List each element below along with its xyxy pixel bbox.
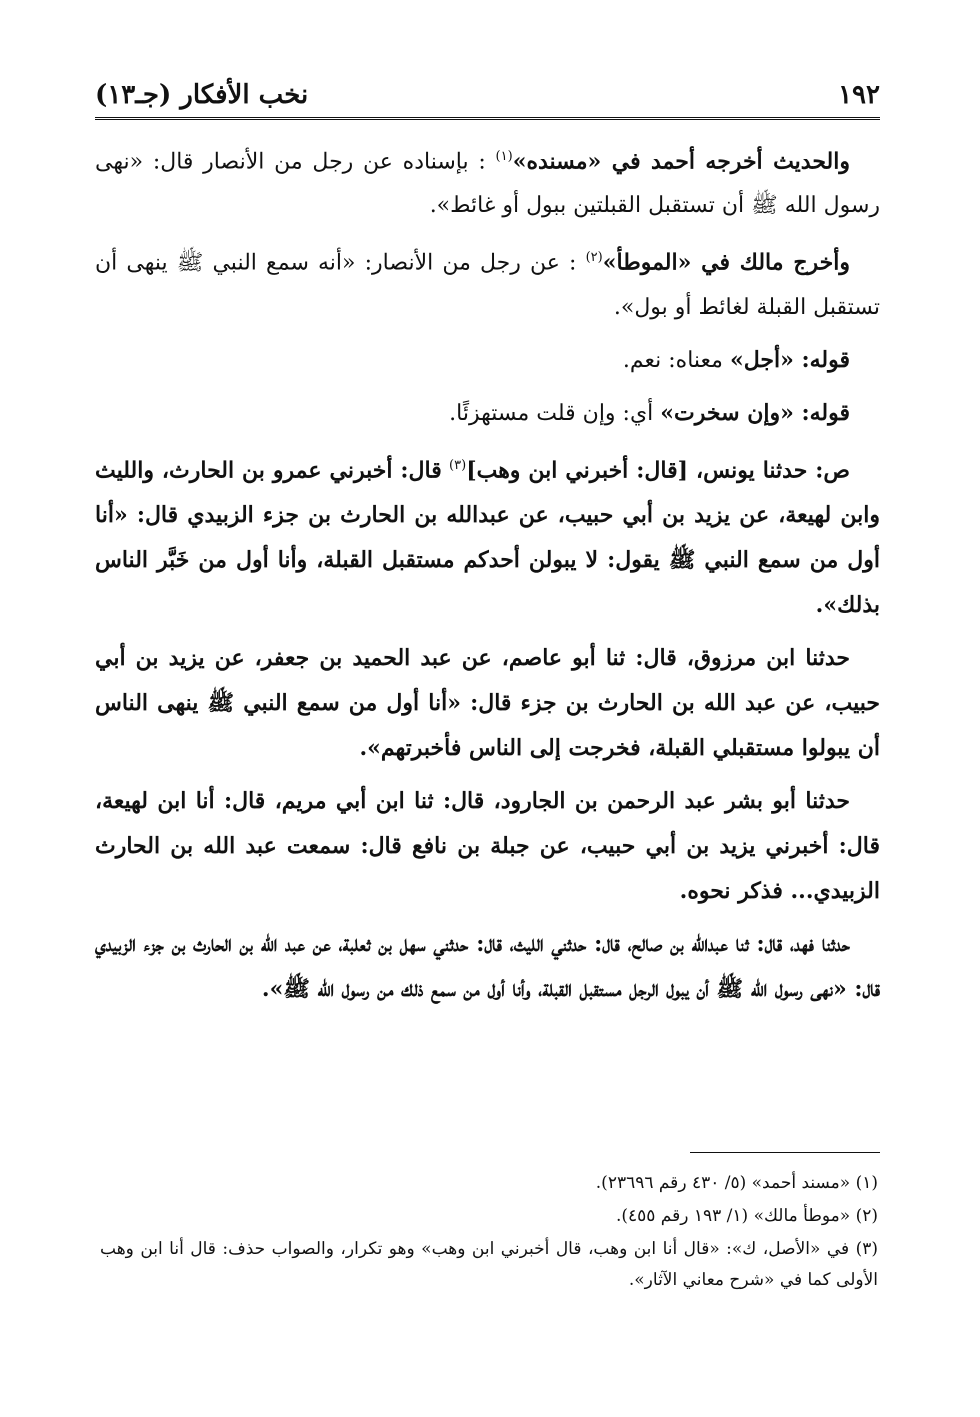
footnote-ref-1: (١) — [495, 149, 513, 164]
footnote-2: (٢) «موطأ مالك» (١/ ١٩٣ رقم ٤٥٥). — [615, 1206, 878, 1226]
paragraph-4 — [95, 391, 880, 436]
paragraph-3 — [95, 338, 880, 383]
paragraph-1-text: : بإسناده عن رجل من الأنصار قال: «نهى رسول الله ﷺ أن تستقبل القبلتين ببول أو غائط». — [95, 149, 880, 219]
paragraph-8-text: حدثنا فهد، قال: ثنا عبدالله بن صالح، قال: حدثني الليث، قال: حدثني سهل بن ثعلبة، عن عبد الله بن الحارث بن جزء الزبيدي قال: «نهى رسول الله ﷺ أن يبول الرجل مستقبل القبلة، وأنا أول من سمع ذلك من رسول الله ﷺ». — [95, 930, 880, 1002]
paragraph-3-text: معناه: نعم. — [622, 347, 723, 373]
paragraph-5-text: قال: أخبرني عمرو بن الحارث، والليث وابن لهيعة، عن يزيد بن أبي حبيب، عن عبدالله بن الحارث بن جزء الزبيدي قال: «أنا أول من سمع النبي ﷺ يقول: لا يبولن أحدكم مستقبل القبلة، وأنا أول من خَبَّر الناس بذلك». — [95, 456, 881, 618]
paragraph-4-text: أي: وإن قلت مستهزئًا. — [449, 400, 654, 426]
paragraph-1-lead: والحديث أخرجه أحمد في «مسنده» — [512, 148, 850, 175]
paragraph-7-text: حدثنا أبو بشر عبد الرحمن بن الجارود، قال: ثنا ابن أبي مريم، قال: أنا ابن لهيعة، قال: أخبرني يزيد بن أبي حبيب، عن جبلة بن نافع قال: سمعت عبد الله بن الحارث الزبيدي... فذكر نحوه. — [95, 787, 880, 904]
running-title: نخب الأفكار (جـ١٣) — [95, 80, 309, 110]
header-divider — [95, 117, 880, 120]
paragraph-2 — [95, 236, 880, 329]
paragraph-1 — [95, 135, 880, 228]
footnote-ref-3: (٣) — [449, 457, 467, 473]
paragraph-5-lead: ص: حدثنا يونس، [قال: أخبرني ابن وهب] — [466, 456, 851, 483]
paragraph-7 — [95, 779, 880, 914]
footnote-divider — [690, 1152, 880, 1153]
paragraph-4-lead: قوله: «وإن سخرت» — [660, 399, 850, 426]
paragraph-6 — [95, 636, 880, 771]
footnote-3: (٣) في «الأصل، ك»: «قال أنا ابن وهب، قال أخبرني ابن وهب» وهو تكرار، والصواب حذف: قال أنا ابن وهب الأولى كما في «شرح معاني الآثار». — [100, 1239, 878, 1290]
paragraph-5 — [95, 444, 880, 628]
paragraph-3-lead: قوله: «أجل» — [729, 346, 850, 373]
footnote-ref-2: (٢) — [585, 250, 603, 266]
main-text — [95, 135, 880, 1020]
paragraph-2-lead: وأخرج مالك في «الموطأ» — [602, 249, 850, 276]
paragraph-6-text: حدثنا ابن مرزوق، قال: ثنا أبو عاصم، عن عبد الحميد بن جعفر، عن يزيد بن أبي حبيب، عن عبد الله بن الحارث بن جزء قال: «أنا أول من سمع النبي ﷺ ينهى الناس أن يبولوا مستقبلي القبلة، فخرجت إلى الناس فأخبرتهم». — [95, 644, 880, 761]
paragraph-2-text: : عن رجل من الأنصار: «أنه سمع النبي ﷺ ينهى أن تستقبل القبلة لغائط أو بول». — [95, 250, 880, 320]
page-header — [95, 66, 880, 110]
paragraph-8 — [95, 922, 880, 1012]
footnote-1: (١) «مسند أحمد» (٥/ ٤٣٠ رقم ٢٣٦٩٦). — [595, 1173, 878, 1193]
footnotes — [100, 1168, 878, 1298]
page-number: ١٩٢ — [838, 80, 880, 110]
